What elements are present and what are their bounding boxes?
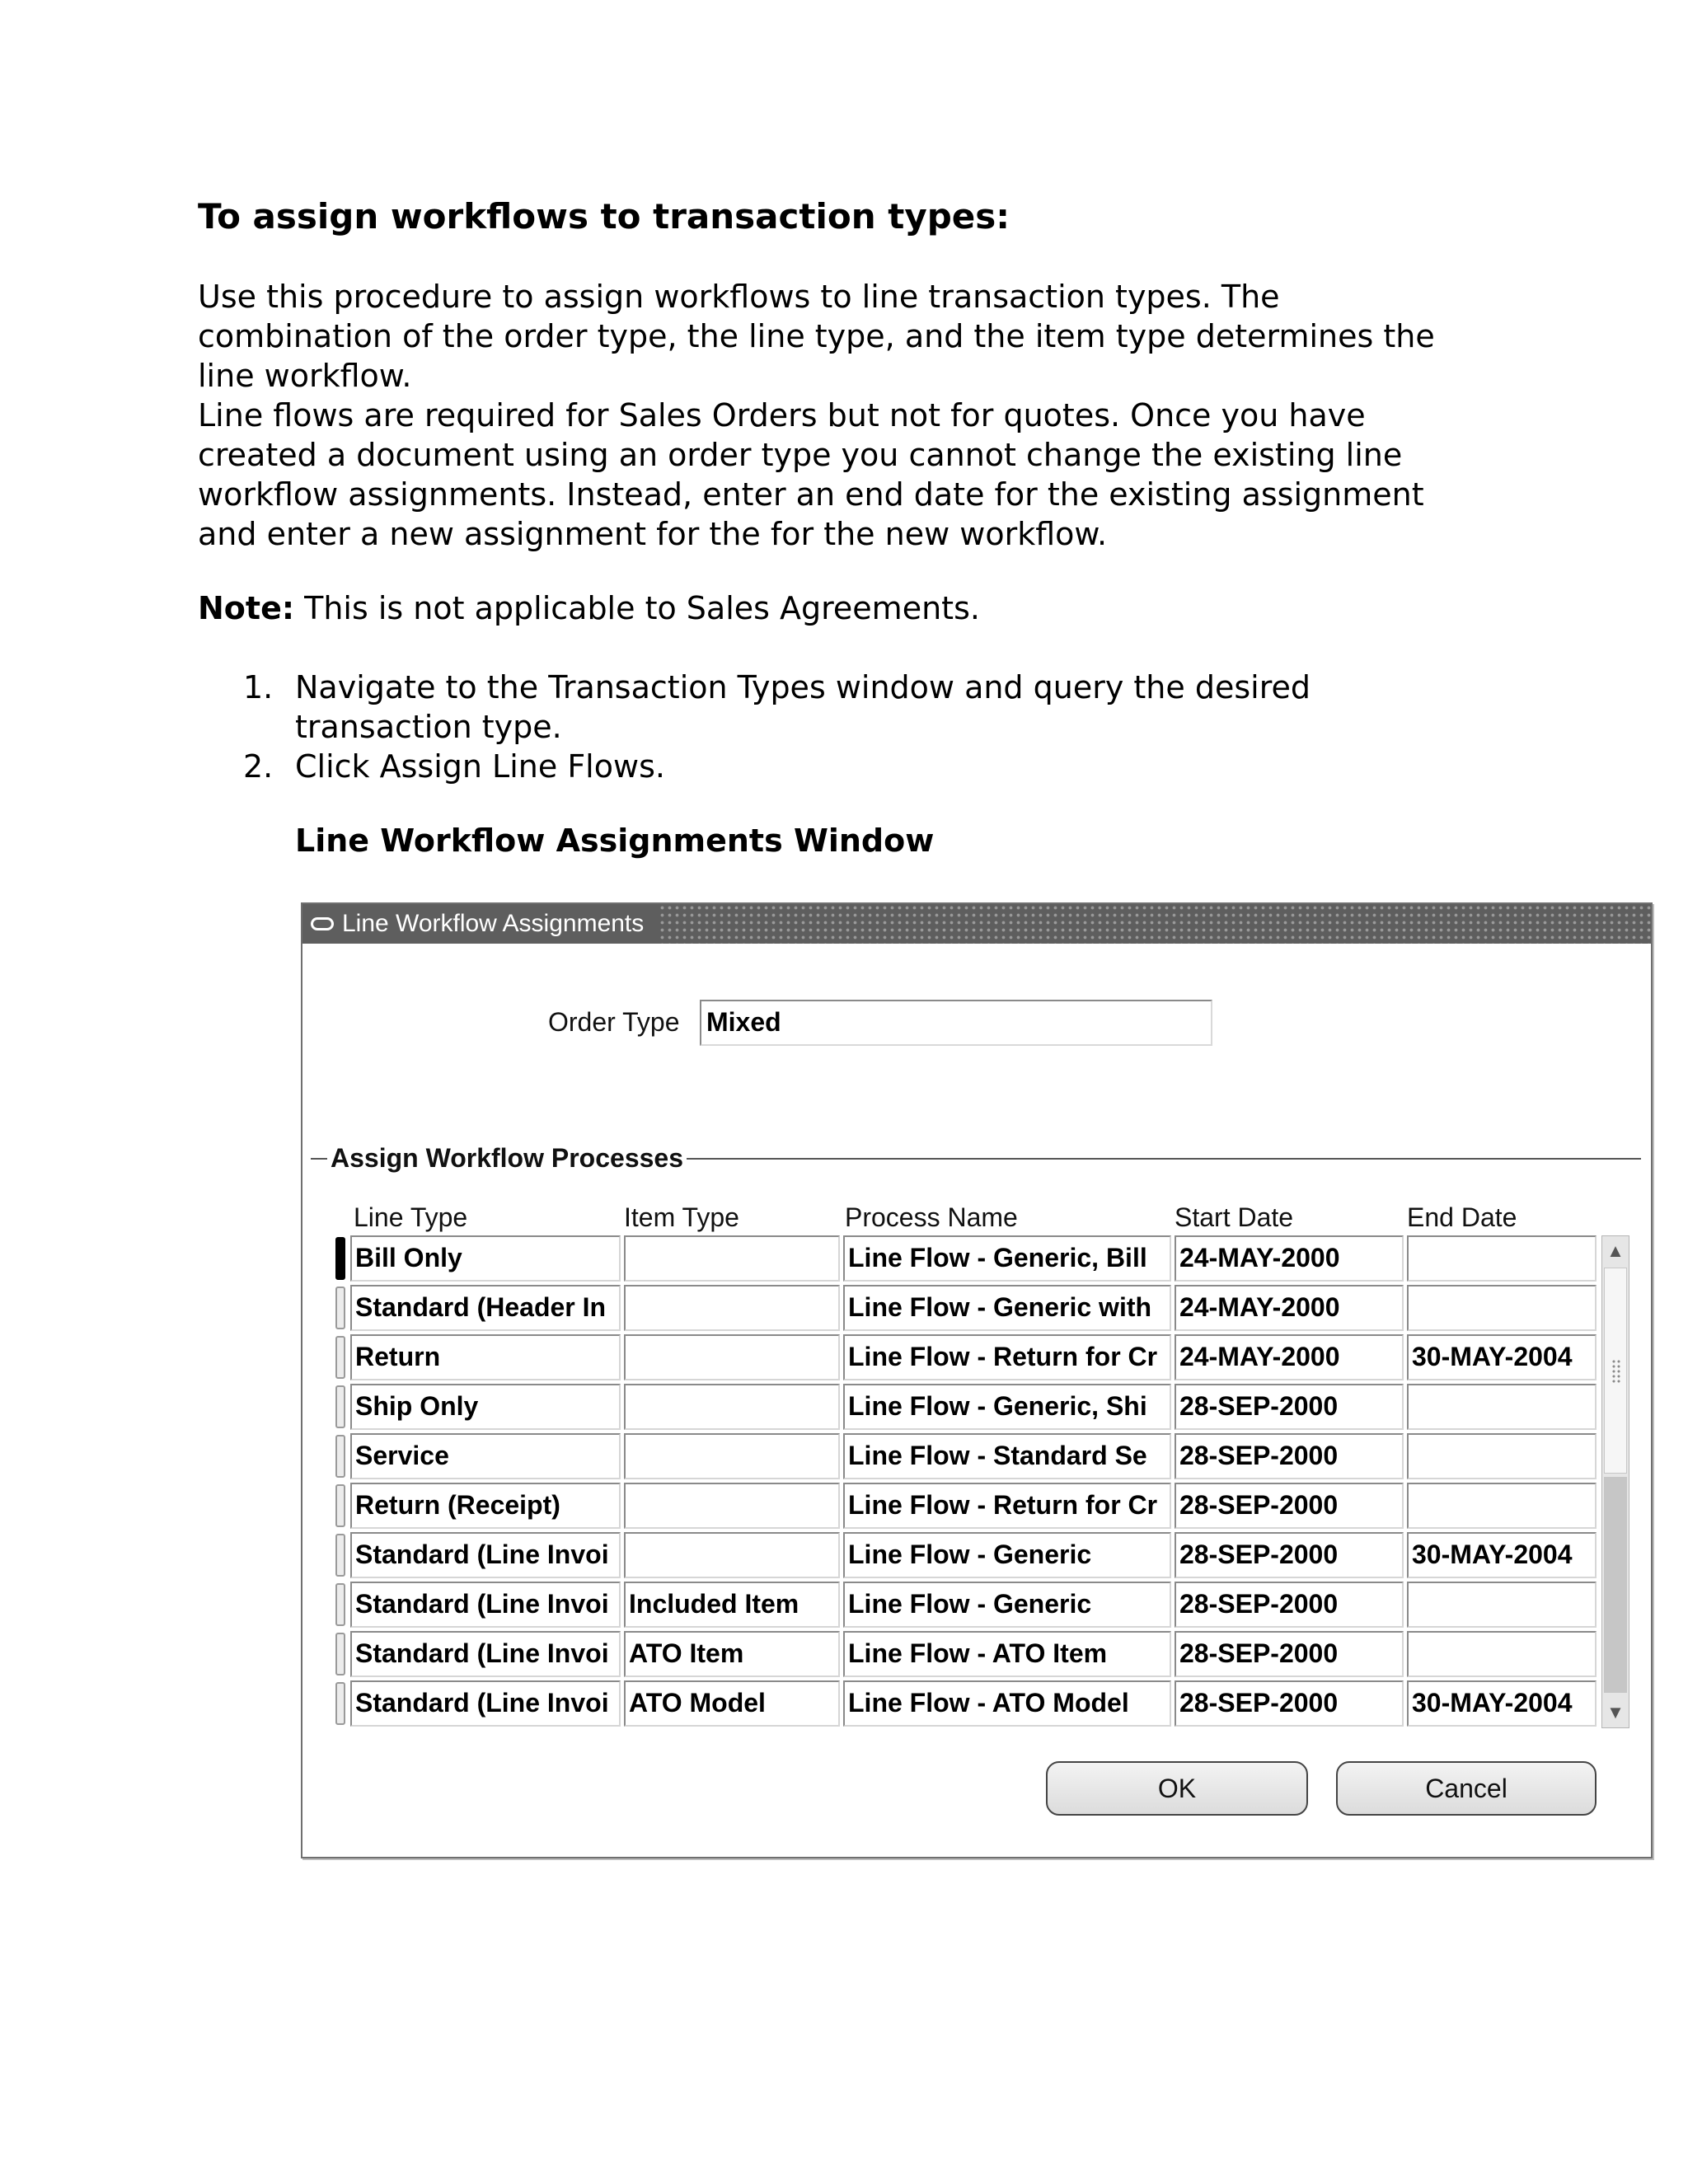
item-type-cell[interactable]: [624, 1285, 840, 1331]
end-date-cell[interactable]: [1407, 1384, 1597, 1430]
step-number: 2.: [243, 748, 274, 785]
end-date-cell[interactable]: 30-MAY-2004: [1407, 1680, 1597, 1727]
line-type-cell[interactable]: Service: [350, 1433, 621, 1479]
cancel-button[interactable]: Cancel: [1336, 1761, 1597, 1816]
line-type-cell[interactable]: Standard (Header In: [350, 1285, 621, 1331]
scrollbar-track[interactable]: [1604, 1477, 1627, 1693]
table-row: [302, 1580, 1654, 1629]
record-indicator[interactable]: [335, 1237, 345, 1280]
process-name-cell[interactable]: Line Flow - Generic: [843, 1532, 1171, 1578]
end-date-cell[interactable]: [1407, 1433, 1597, 1479]
table-row: [302, 1333, 1654, 1382]
start-date-cell[interactable]: 28-SEP-2000: [1175, 1631, 1404, 1677]
end-date-cell[interactable]: [1407, 1483, 1597, 1529]
line-type-cell[interactable]: Bill Only: [350, 1235, 621, 1282]
end-date-cell[interactable]: [1407, 1285, 1597, 1331]
start-date-cell[interactable]: 24-MAY-2000: [1175, 1334, 1404, 1380]
item-type-cell[interactable]: [624, 1235, 840, 1282]
scroll-down-icon[interactable]: ▼: [1606, 1702, 1625, 1722]
process-name-cell[interactable]: Line Flow - Return for Cr: [843, 1483, 1171, 1529]
end-date-cell[interactable]: 30-MAY-2004: [1407, 1532, 1597, 1578]
note-paragraph: [198, 588, 1484, 628]
grip-icon: [1611, 1359, 1621, 1384]
record-indicator[interactable]: [335, 1484, 345, 1527]
line-type-cell[interactable]: Ship Only: [350, 1384, 621, 1430]
process-name-cell[interactable]: Line Flow - Generic, Bill: [843, 1235, 1171, 1282]
item-type-cell[interactable]: [624, 1384, 840, 1430]
start-date-cell[interactable]: 24-MAY-2000: [1175, 1285, 1404, 1331]
note-text: This is not applicable to Sales Agreements.: [304, 590, 980, 626]
column-header-line-type: Line Type: [354, 1202, 468, 1232]
line-type-cell[interactable]: Standard (Line Invoi: [350, 1631, 621, 1677]
start-date-cell[interactable]: 28-SEP-2000: [1175, 1433, 1404, 1479]
line-type-cell[interactable]: Return: [350, 1334, 621, 1380]
table-row: [302, 1432, 1654, 1481]
process-name-cell[interactable]: Line Flow - Generic: [843, 1582, 1171, 1628]
start-date-cell[interactable]: 28-SEP-2000: [1175, 1483, 1404, 1529]
table-row: [302, 1283, 1654, 1333]
intro-paragraph: Use this procedure to assign workflows to line transaction types. The combination of the order type, the line type, and the item type determines the line workflow.: [198, 279, 1435, 394]
item-type-cell[interactable]: [624, 1483, 840, 1529]
step-text: Click Assign Line Flows.: [295, 748, 665, 785]
item-type-cell[interactable]: Included Item: [624, 1582, 840, 1628]
line-type-cell[interactable]: Standard (Line Invoi: [350, 1680, 621, 1727]
item-type-cell[interactable]: [624, 1532, 840, 1578]
process-name-cell[interactable]: Line Flow - Generic, Shi: [843, 1384, 1171, 1430]
start-date-cell[interactable]: 24-MAY-2000: [1175, 1235, 1404, 1282]
scroll-up-icon[interactable]: ▲: [1606, 1240, 1625, 1261]
column-header-process-name: Process Name: [845, 1202, 1018, 1232]
line-workflow-assignments-window: [301, 902, 1653, 1858]
line-type-cell[interactable]: Standard (Line Invoi: [350, 1532, 621, 1578]
column-header-item-type: Item Type: [624, 1202, 739, 1232]
column-header-end-date: End Date: [1407, 1202, 1517, 1232]
process-name-cell[interactable]: Line Flow - Return for Cr: [843, 1334, 1171, 1380]
table-scrollbar[interactable]: [1601, 1235, 1629, 1728]
step-item: [198, 668, 1484, 747]
order-type-label: Order Type: [548, 1007, 680, 1037]
process-name-cell[interactable]: Line Flow - Generic with: [843, 1285, 1171, 1331]
start-date-cell[interactable]: 28-SEP-2000: [1175, 1680, 1404, 1727]
process-name-cell[interactable]: Line Flow - ATO Item: [843, 1631, 1171, 1677]
start-date-cell[interactable]: 28-SEP-2000: [1175, 1582, 1404, 1628]
table-row: [302, 1234, 1654, 1283]
table-row: [302, 1679, 1654, 1728]
record-indicator[interactable]: [335, 1682, 345, 1725]
step-text: Navigate to the Transaction Types window and query the desired transaction type.: [295, 669, 1311, 745]
record-indicator[interactable]: [335, 1435, 345, 1478]
note-label: Note:: [198, 590, 295, 626]
record-indicator[interactable]: [335, 1286, 345, 1329]
record-indicator[interactable]: [335, 1633, 345, 1675]
table-row: [302, 1481, 1654, 1530]
item-type-cell[interactable]: ATO Item: [624, 1631, 840, 1677]
scrollbar-thumb[interactable]: [1604, 1268, 1627, 1474]
end-date-cell[interactable]: [1407, 1235, 1597, 1282]
record-indicator[interactable]: [335, 1336, 345, 1379]
record-indicator[interactable]: [335, 1385, 345, 1428]
table-row: [302, 1382, 1654, 1432]
item-type-cell[interactable]: [624, 1433, 840, 1479]
figure-caption: Line Workflow Assignments Window: [295, 823, 935, 859]
item-type-cell[interactable]: ATO Model: [624, 1680, 840, 1727]
column-header-start-date: Start Date: [1175, 1202, 1294, 1232]
start-date-cell[interactable]: 28-SEP-2000: [1175, 1532, 1404, 1578]
line-flows-paragraph: Line flows are required for Sales Orders but not for quotes. Once you have created a document using an order type you cannot change the existing line workflow assignments. Instead, enter an end date for the existing assignment and enter a new assignment for the for the new workflow.: [198, 397, 1424, 552]
end-date-cell[interactable]: [1407, 1631, 1597, 1677]
process-name-cell[interactable]: Line Flow - Standard Se: [843, 1433, 1171, 1479]
start-date-cell[interactable]: 28-SEP-2000: [1175, 1384, 1404, 1430]
line-type-cell[interactable]: Return (Receipt): [350, 1483, 621, 1529]
end-date-cell[interactable]: [1407, 1582, 1597, 1628]
order-type-field[interactable]: Mixed: [700, 1000, 1212, 1046]
window-title: Line Workflow Assignments: [342, 910, 645, 937]
line-type-cell[interactable]: Standard (Line Invoi: [350, 1582, 621, 1628]
item-type-cell[interactable]: [624, 1334, 840, 1380]
ok-button[interactable]: OK: [1046, 1761, 1308, 1816]
assign-workflow-processes-title: Assign Workflow Processes: [327, 1143, 687, 1174]
process-name-cell[interactable]: Line Flow - ATO Model: [843, 1680, 1171, 1727]
table-row: [302, 1629, 1654, 1679]
table-row: [302, 1530, 1654, 1580]
window-titlebar[interactable]: [302, 904, 1651, 944]
step-item: [198, 747, 1484, 786]
steps-list: [198, 668, 1484, 786]
record-indicator[interactable]: [335, 1583, 345, 1626]
window-menu-icon[interactable]: [311, 917, 334, 930]
step-number: 1.: [243, 669, 274, 705]
page-title: To assign workflows to transaction types:: [198, 196, 1010, 237]
end-date-cell[interactable]: 30-MAY-2004: [1407, 1334, 1597, 1380]
record-indicator[interactable]: [335, 1534, 345, 1577]
